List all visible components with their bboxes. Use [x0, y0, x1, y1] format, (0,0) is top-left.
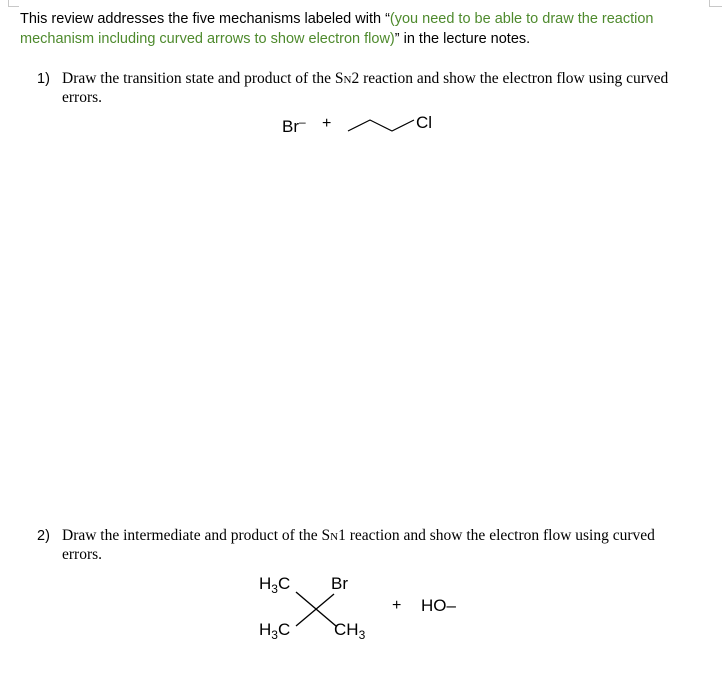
- methyl-bottom-c: C: [277, 620, 291, 639]
- bond-diagonal-2: [296, 594, 334, 626]
- intro-text-start: This review addresses the five mechanisms labeled with “: [20, 11, 390, 27]
- question-2-text: [62, 527, 717, 564]
- methyl-ch-sub: 3: [358, 628, 366, 642]
- methyl-ch: CH: [334, 620, 359, 639]
- page-corner-mark-left: [8, 0, 19, 7]
- question-2-text-a: Draw the intermediate and product of the S: [62, 527, 331, 544]
- tert-butyl-bonds: [290, 588, 350, 638]
- intro-highlight: (you need to be able to draw the reaction mechanism including curved arrows to show electron flow): [20, 11, 654, 47]
- question-1-text-c: errors.: [62, 89, 103, 106]
- methyl-bottom-left: [259, 620, 290, 642]
- propyl-bond-lines: [348, 120, 414, 131]
- intro-paragraph: [20, 9, 710, 49]
- intro-text-end: ” in the lecture notes.: [394, 31, 531, 47]
- bromide-symbol: Br: [282, 117, 299, 136]
- methyl-bottom-h: H: [259, 620, 272, 639]
- question-1-text-a: Draw the transition state and product of the S: [62, 70, 344, 87]
- q1-plus-sign: +: [322, 115, 332, 132]
- question-1-text: [62, 70, 717, 107]
- propyl-chain-skeleton: [346, 118, 426, 142]
- bromide-charge: –: [299, 115, 306, 129]
- question-2-number: 2): [37, 528, 50, 544]
- question-2-text-c: errors.: [62, 546, 103, 563]
- methyl-top-c: C: [277, 574, 291, 593]
- question-1-number: 1): [37, 71, 50, 87]
- bromine-substituent: Br: [331, 574, 348, 593]
- methyl-top-left: [259, 574, 290, 596]
- methyl-bottom-sub: 3: [271, 628, 278, 642]
- chlorine-label: Cl: [416, 113, 433, 132]
- question-2-text-sub: N: [330, 531, 339, 543]
- page-corner-mark-right: [709, 0, 722, 7]
- methyl-top-h: H: [259, 574, 272, 593]
- question-1-text-sub: N: [343, 74, 352, 86]
- question-2-text-b: 1 reaction and show the electron flow using curved: [338, 527, 655, 544]
- hydroxide-ion: HO–: [421, 596, 456, 615]
- q2-plus-sign: +: [392, 597, 402, 614]
- methyl-top-sub: 3: [271, 582, 278, 596]
- question-1-text-b: 2 reaction and show the electron flow using curved: [351, 70, 669, 87]
- bromide-ion: [282, 115, 306, 137]
